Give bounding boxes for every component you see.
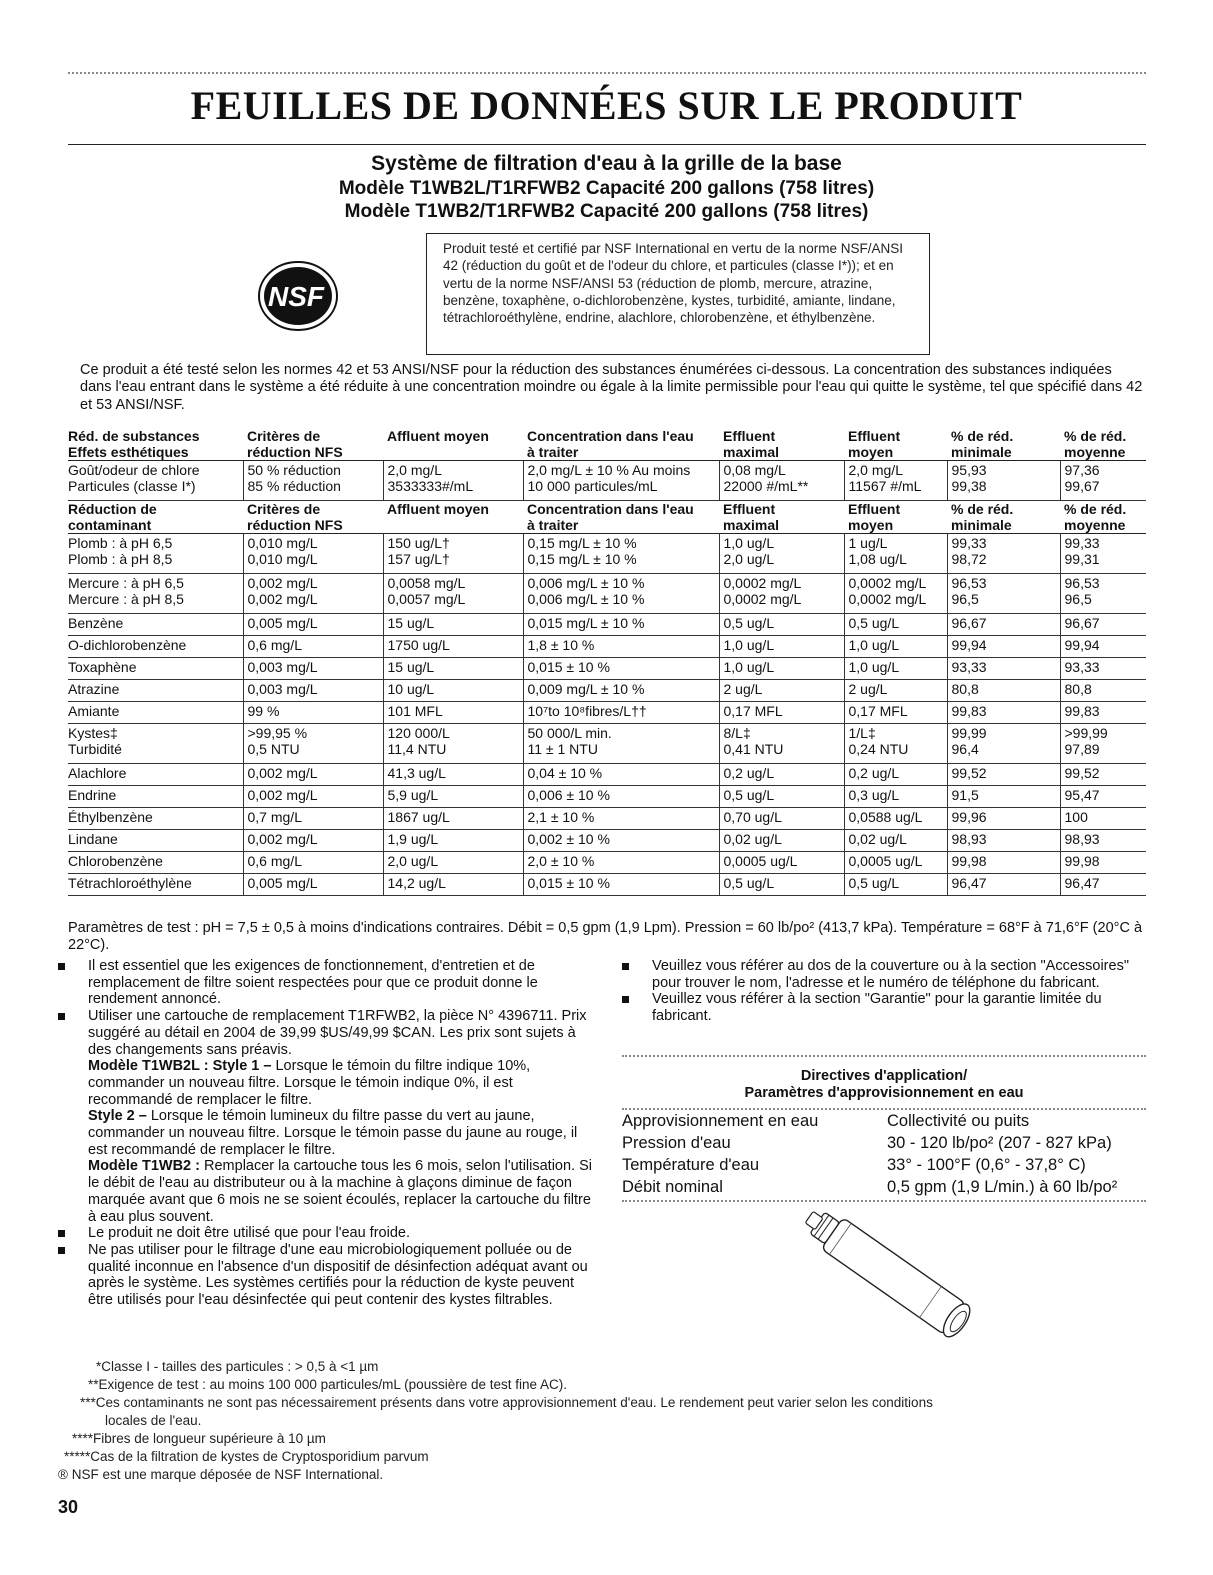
directive-label-temperature: Température d'eau <box>622 1156 760 1174</box>
table-cell: 0,2 ug/L <box>844 764 947 786</box>
table-cell: 8/L‡ 0,41 NTU <box>719 724 844 764</box>
table-row <box>68 574 1146 614</box>
table-cell: 1867 ug/L <box>383 808 523 830</box>
header-cell: Effluent moyen <box>848 501 901 533</box>
table-row <box>68 724 1146 764</box>
table-cell: 0,5 ug/L <box>844 874 947 896</box>
footnote-5: *****Cas de la filtration de kystes de Cryptosporidium parvum <box>64 1449 429 1464</box>
table-cell: 1,0 ug/L <box>719 636 844 658</box>
directive-value-temperature: 33° - 100°F (0,6° - 37,8° C) <box>887 1156 1086 1174</box>
model-line-1: Modèle T1WB2L/T1RFWB2 Capacité 200 gallons (758 litres) <box>338 178 875 199</box>
bullet-requirements: Il est essentiel que les exigences de fonctionnement, d'entretien et de remplacement de filtre soient respectées pour que ce produit donne le rendement annoncé. <box>58 958 598 1008</box>
style2-label: Style 2 – <box>88 1108 147 1125</box>
table-cell: 99,33 99,31 <box>1060 534 1146 574</box>
header-cell: Concentration dans l'eau à traiter <box>527 501 694 533</box>
style2-text: Lorsque le témoin lumineux du filtre passe du vert au jaune, commander un nouveau filtre. Lorsque le témoin passe du jaune au rouge, il est recommandé de remplacer le filtre. <box>88 1108 578 1158</box>
directive-label-pressure: Pression d'eau <box>622 1134 731 1152</box>
table-header-contaminant <box>68 501 1146 534</box>
bullet-cold-water: Le produit ne doit être utilisé que pour l'eau froide. <box>58 1225 598 1242</box>
table-cell: 80,8 <box>947 680 1060 702</box>
model2-note <box>58 1158 598 1225</box>
test-parameters: Paramètres de test : pH = 7,5 ± 0,5 à moins d'indications contraires. Débit = 0,5 gpm (1,9 Lpm). Pression = 60 lb/po² (413,7 kPa). Température = 68°F à 71,6°F (20°C à 22°C). <box>68 920 1143 953</box>
header-cell: Critères de réduction NFS <box>247 501 343 533</box>
header-cell: Réd. de substances Effets esthétiques <box>68 428 200 460</box>
table-cell: 2,0 mg/L 3533333#/mL <box>383 461 523 501</box>
header-cell: Concentration dans l'eau à traiter <box>527 428 694 460</box>
table-cell: 95,93 99,38 <box>947 461 1060 501</box>
table-cell: 0,0588 ug/L <box>844 808 947 830</box>
table-cell: 91,5 <box>947 786 1060 808</box>
table-cell: 99,94 <box>1060 636 1146 658</box>
directives-mid-divider <box>622 1108 1146 1110</box>
table-cell: 99,52 <box>947 764 1060 786</box>
table-cell: 0,0005 ug/L <box>844 852 947 874</box>
table-cell: 0,015 ± 10 % <box>523 874 719 896</box>
table-cell: 14,2 ug/L <box>383 874 523 896</box>
table-row <box>68 852 1146 874</box>
table-cell: 96,67 <box>1060 614 1146 636</box>
table-cell: 0,015 ± 10 % <box>523 658 719 680</box>
table-cell: 0,04 ± 10 % <box>523 764 719 786</box>
footnote-trademark: ® NSF est une marque déposée de NSF International. <box>58 1467 384 1482</box>
table-cell: 0,0058 mg/L 0,0057 mg/L <box>383 574 523 614</box>
table-cell: 96,67 <box>947 614 1060 636</box>
header-cell: % de réd. minimale <box>951 501 1014 533</box>
header-cell: Affluent moyen <box>387 428 489 444</box>
table-cell: 0,7 mg/L <box>243 808 383 830</box>
performance-data-table <box>68 428 1146 896</box>
table-row <box>68 614 1146 636</box>
table-cell: 0,08 mg/L 22000 #/mL** <box>719 461 844 501</box>
table-cell: Tétrachloroéthylène <box>68 874 243 896</box>
table-cell: 93,33 <box>947 658 1060 680</box>
table-cell: 15 ug/L <box>383 614 523 636</box>
table-cell: 99,83 <box>1060 702 1146 724</box>
table-cell: 100 <box>1060 808 1146 830</box>
table-cell: 0,70 ug/L <box>719 808 844 830</box>
table-cell: 0,5 ug/L <box>719 786 844 808</box>
table-header-aesthetic <box>68 428 1146 461</box>
table-cell: 120 000/L 11,4 NTU <box>383 724 523 764</box>
table-cell: 0,002 mg/L <box>243 786 383 808</box>
header-cell: Effluent maximal <box>723 501 780 533</box>
table-cell: Chlorobenzène <box>68 852 243 874</box>
table-cell: 93,33 <box>1060 658 1146 680</box>
table-cell: 150 ug/L† 157 ug/L† <box>383 534 523 574</box>
page-title: FEUILLES DE DONNÉES SUR LE PRODUIT <box>190 83 1023 128</box>
table-cell: Amiante <box>68 702 243 724</box>
table-row <box>68 461 1146 501</box>
table-cell: 0,02 ug/L <box>719 830 844 852</box>
table-cell: 0,002 ± 10 % <box>523 830 719 852</box>
bullet-replacement-cartridge: Utiliser une cartouche de remplacement T1RFWB2, la pièce N° 4396711. Prix suggéré au détail en 2004 de 39,99 $US/49,99 $CAN. Les prix sont sujets à des changements sans préavis. <box>58 1008 598 1058</box>
table-cell: 0,6 mg/L <box>243 636 383 658</box>
table-cell: O-dichlorobenzène <box>68 636 243 658</box>
directives-title-2: Paramètres d'approvisionnement en eau <box>744 1085 1024 1101</box>
header-cell: % de réd. minimale <box>951 428 1014 460</box>
table-cell: 99 % <box>243 702 383 724</box>
table-cell: Éthylbenzène <box>68 808 243 830</box>
table-row <box>68 636 1146 658</box>
table-row <box>68 534 1146 574</box>
table-cell: 99,83 <box>947 702 1060 724</box>
header-cell: Réduction de contaminant <box>68 501 157 533</box>
left-notes-column <box>58 958 598 1309</box>
table-row <box>68 680 1146 702</box>
table-cell: Goût/odeur de chlore Particules (classe I*) <box>68 461 243 501</box>
table-cell: 96,53 96,5 <box>1060 574 1146 614</box>
table-cell: 0,005 mg/L <box>243 614 383 636</box>
table-cell: 2,0 mg/L ± 10 % Au moins 10 000 particules/mL <box>523 461 719 501</box>
table-cell: 97,36 99,67 <box>1060 461 1146 501</box>
table-cell: 101 MFL <box>383 702 523 724</box>
table-cell: 15 ug/L <box>383 658 523 680</box>
table-cell: 2,0 ± 10 % <box>523 852 719 874</box>
table-cell: 0,02 ug/L <box>844 830 947 852</box>
intro-paragraph: Ce produit a été testé selon les normes 42 et 53 ANSI/NSF pour la réduction des substances énumérées ci-dessous. La concentration des substances indiquées dans l'eau entrant dans le système a été réduite à une concentration moindre ou égale à la limite permissible pour l'eau qui quitte le système, tel que spécifié dans 42 et 53 ANSI/NSF. <box>80 362 1143 413</box>
footnote-2: **Exigence de test : au moins 100 000 particules/mL (poussière de test fine AC). <box>88 1377 568 1392</box>
table-row <box>68 658 1146 680</box>
table-cell: Atrazine <box>68 680 243 702</box>
table-cell: 2 ug/L <box>844 680 947 702</box>
top-dotted-divider <box>68 72 1146 74</box>
directive-value-supply: Collectivité ou puits <box>887 1112 1030 1130</box>
table-cell: 99,52 <box>1060 764 1146 786</box>
table-cell: 0,005 mg/L <box>243 874 383 896</box>
table-cell: Lindane <box>68 830 243 852</box>
table-row <box>68 830 1146 852</box>
table-cell: 0,0002 mg/L 0,0002 mg/L <box>844 574 947 614</box>
table-cell: 96,47 <box>947 874 1060 896</box>
bullet-accessories: Veuillez vous référer au dos de la couverture ou à la section "Accessoires" pour trouver le nom, l'adresse et le numéro de téléphone du fabricant. <box>622 958 1146 991</box>
table-cell: 50 % réduction 85 % réduction <box>243 461 383 501</box>
table-cell: Toxaphène <box>68 658 243 680</box>
table-cell: 0,3 ug/L <box>844 786 947 808</box>
table-cell: Plomb : à pH 6,5 Plomb : à pH 8,5 <box>68 534 243 574</box>
footnote-4: ****Fibres de longueur supérieure à 10 µm <box>72 1431 326 1446</box>
table-cell: Kystes‡ Turbidité <box>68 724 243 764</box>
model2-label: Modèle T1WB2 : <box>88 1158 200 1175</box>
table-cell: 1,0 ug/L <box>844 658 947 680</box>
table-cell: 0,15 mg/L ± 10 % 0,15 mg/L ± 10 % <box>523 534 719 574</box>
table-cell: 1,8 ± 10 % <box>523 636 719 658</box>
table-cell: 50 000/L min. 11 ± 1 NTU <box>523 724 719 764</box>
svg-text:NSF: NSF <box>268 281 324 312</box>
style1-note <box>58 1058 598 1108</box>
table-row <box>68 786 1146 808</box>
table-cell: 5,9 ug/L <box>383 786 523 808</box>
table-row <box>68 702 1146 724</box>
table-cell: 96,53 96,5 <box>947 574 1060 614</box>
footnote-1: *Classe I - tailles des particules : > 0,5 à <1 µm <box>96 1359 379 1374</box>
table-cell: 2,0 mg/L 11567 #/mL <box>844 461 947 501</box>
table-cell: 80,8 <box>1060 680 1146 702</box>
table-cell: 0,6 mg/L <box>243 852 383 874</box>
table-cell: 98,93 <box>1060 830 1146 852</box>
table-cell: 95,47 <box>1060 786 1146 808</box>
header-cell: % de réd. moyenne <box>1064 428 1127 460</box>
header-cell: Effluent moyen <box>848 428 901 460</box>
table-cell: 1,0 ug/L <box>844 636 947 658</box>
table-row <box>68 808 1146 830</box>
table-cell: Mercure : à pH 6,5 Mercure : à pH 8,5 <box>68 574 243 614</box>
table-cell: 0,009 mg/L ± 10 % <box>523 680 719 702</box>
table-cell: 96,47 <box>1060 874 1146 896</box>
table-cell: 1,0 ug/L <box>719 658 844 680</box>
table-cell: 10⁷to 10⁸fibres/L†† <box>523 702 719 724</box>
table-cell: 98,93 <box>947 830 1060 852</box>
header-cell: Affluent moyen <box>387 501 489 517</box>
water-filter-cartridge-icon <box>788 1205 998 1350</box>
directive-value-flow: 0,5 gpm (1,9 L/min.) à 60 lb/po² <box>887 1178 1118 1196</box>
table-cell: 1,9 ug/L <box>383 830 523 852</box>
page-number: 30 <box>58 1497 79 1517</box>
style1-text: Lorsque le témoin du filtre indique 10%, commander un nouveau filtre. Lorsque le témoin indique 0%, il est recommandé de remplacer le filtre. <box>88 1058 531 1108</box>
directive-label-flow: Débit nominal <box>622 1178 723 1196</box>
table-cell: 41,3 ug/L <box>383 764 523 786</box>
table-cell: 99,94 <box>947 636 1060 658</box>
table-cell: 2,1 ± 10 % <box>523 808 719 830</box>
table-cell: 0,003 mg/L <box>243 658 383 680</box>
style1-label: Modèle T1WB2L : Style 1 – <box>88 1058 272 1075</box>
footnote-3-cont: locales de l'eau. <box>105 1413 202 1428</box>
table-cell: 0,002 mg/L 0,002 mg/L <box>243 574 383 614</box>
table-cell: 99,33 98,72 <box>947 534 1060 574</box>
directive-label-supply: Approvisionnement en eau <box>622 1112 819 1130</box>
model-line-2: Modèle T1WB2/T1RFWB2 Capacité 200 gallons (758 litres) <box>344 201 869 222</box>
footnotes <box>58 1358 1158 1484</box>
table-row <box>68 874 1146 896</box>
nsf-logo-icon <box>256 260 340 332</box>
table-cell: 0,006 ± 10 % <box>523 786 719 808</box>
table-row <box>68 764 1146 786</box>
section-subtitle: Système de filtration d'eau à la grille de la base <box>371 152 842 175</box>
table-cell: 99,99 96,4 <box>947 724 1060 764</box>
table-cell: >99,99 97,89 <box>1060 724 1146 764</box>
table-cell: 0,003 mg/L <box>243 680 383 702</box>
table-cell: Benzène <box>68 614 243 636</box>
table-cell: 0,5 ug/L <box>719 614 844 636</box>
table-cell: 1 ug/L 1,08 ug/L <box>844 534 947 574</box>
table-cell: 99,96 <box>947 808 1060 830</box>
table-cell: 1750 ug/L <box>383 636 523 658</box>
nsf-certification-box: Produit testé et certifié par NSF International en vertu de la norme NSF/ANSI 42 (réduction du goût et de l'odeur du chlore, et particules (classe I*)); et en vertu de la norme NSF/ANSI 53 (réduction de plomb, mercure, atrazine, benzène, toxaphène, o-dichlorobenzène, kystes, turbidité, amiante, lindane, tétrachloroéthylène, endrine, alachlore, chlorobenzène, et éthylbenzène. <box>426 233 930 355</box>
directives-bottom-divider <box>622 1200 1146 1202</box>
table-cell: 0,5 ug/L <box>844 614 947 636</box>
table-cell: >99,95 % 0,5 NTU <box>243 724 383 764</box>
table-cell: 2,0 ug/L <box>383 852 523 874</box>
directive-value-pressure: 30 - 120 lb/po² (207 - 827 kPa) <box>887 1134 1112 1152</box>
table-cell: 0,17 MFL <box>719 702 844 724</box>
directives-title-1: Directives d'application/ <box>800 1068 968 1084</box>
table-cell: 0,002 mg/L <box>243 830 383 852</box>
table-cell: 0,002 mg/L <box>243 764 383 786</box>
table-cell: 0,17 MFL <box>844 702 947 724</box>
table-cell: 0,5 ug/L <box>719 874 844 896</box>
table-cell: Endrine <box>68 786 243 808</box>
table-cell: 10 ug/L <box>383 680 523 702</box>
table-cell: 0,010 mg/L 0,010 mg/L <box>243 534 383 574</box>
table-cell: 0,0002 mg/L 0,0002 mg/L <box>719 574 844 614</box>
table-cell: 1/L‡ 0,24 NTU <box>844 724 947 764</box>
model2-text: Remplacer la cartouche tous les 6 mois, selon l'utilisation. Si le débit de l'eau au distributeur ou à la machine à glaçons diminue de façon marquée avant que 6 mois ne se soient écoulés, replacer la cartouche du filtre à eau plus souvent. <box>88 1158 593 1225</box>
header-cell: Critères de réduction NFS <box>247 428 343 460</box>
right-notes-column <box>622 958 1146 1025</box>
table-cell: 99,98 <box>1060 852 1146 874</box>
table-cell: 2 ug/L <box>719 680 844 702</box>
title-rule <box>68 144 1146 145</box>
table-cell: 0,2 ug/L <box>719 764 844 786</box>
table-cell: 99,98 <box>947 852 1060 874</box>
bullet-microbiological: Ne pas utiliser pour le filtrage d'une eau microbiologiquement polluée ou de qualité inconnue en l'absence d'un dispositif de désinfection adéquat avant ou après le système. Les systèmes certifiés pour la réduction de kyste peuvent être utilisés pour l'eau désinfectée qui peut contenir des kystes filtrables. <box>58 1242 598 1309</box>
header-cell: % de réd. moyenne <box>1064 501 1127 533</box>
header-cell: Effluent maximal <box>723 428 780 460</box>
table-cell: Alachlore <box>68 764 243 786</box>
style2-note <box>58 1108 598 1158</box>
table-cell: 1,0 ug/L 2,0 ug/L <box>719 534 844 574</box>
bullet-warranty: Veuillez vous référer à la section "Garantie" pour la garantie limitée du fabricant. <box>622 991 1146 1024</box>
directives-top-divider <box>622 1055 1146 1057</box>
footnote-3: ***Ces contaminants ne sont pas nécessairement présents dans votre approvisionnement d'eau. Le rendement peut varier selon les conditions <box>80 1395 933 1410</box>
table-cell: 0,0005 ug/L <box>719 852 844 874</box>
table-cell: 0,006 mg/L ± 10 % 0,006 mg/L ± 10 % <box>523 574 719 614</box>
table-cell: 0,015 mg/L ± 10 % <box>523 614 719 636</box>
